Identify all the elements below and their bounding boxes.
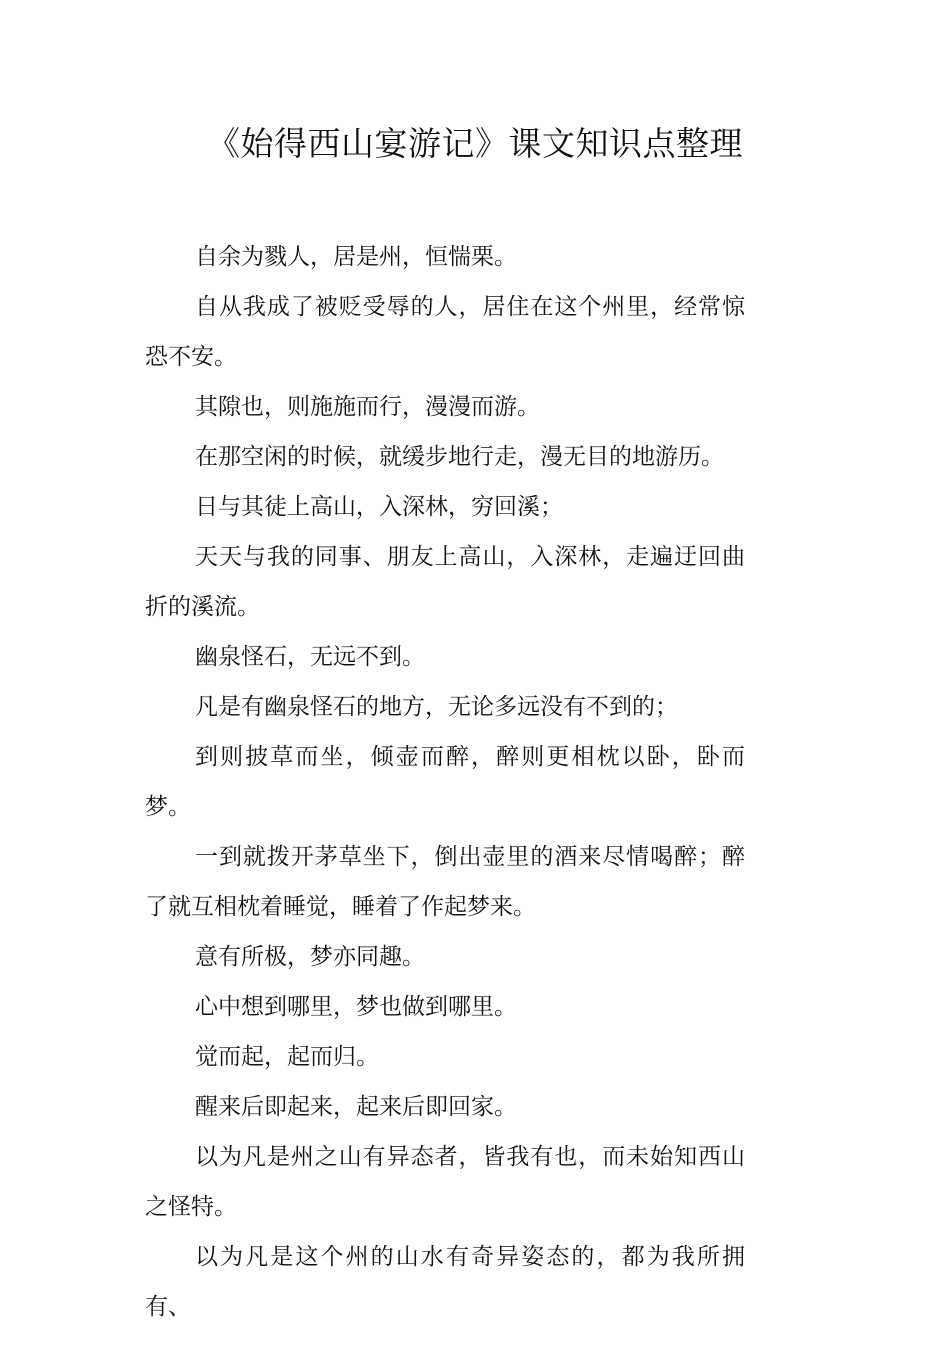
paragraph-translation: 以为凡是这个州的山水有奇异姿态的，都为我所拥有、 [145,1244,745,1320]
paragraph-translation: 天天与我的同事、朋友上高山，入深林，走遍迂回曲折的溪流。 [145,544,745,620]
paragraph-translation: 自从我成了被贬受辱的人，居住在这个州里，经常惊恐不安。 [145,294,745,370]
document-title: 《始得西山宴游记》课文知识点整理 [207,124,743,163]
paragraph-original: 以为凡是州之山有异态者，皆我有也，而未始知西山之怪特。 [145,1144,745,1220]
paragraph-translation: 凡是有幽泉怪石的地方，无论多远没有不到的； [195,694,678,720]
paragraph-original: 到则披草而坐，倾壶而醉，醉则更相枕以卧，卧而梦。 [145,744,745,820]
paragraph-original: 日与其徒上高山，入深林，穷回溪； [195,494,563,520]
paragraph-translation: 一到就拨开茅草坐下，倒出壶里的酒来尽情喝醉；醉了就互相枕着睡觉，睡着了作起梦来。 [145,844,745,920]
paragraph-translation: 在那空闲的时候，就缓步地行走，漫无目的地游历。 [195,444,724,470]
paragraph-original: 意有所极，梦亦同趣。 [195,944,425,970]
paragraph-original: 其隙也，则施施而行，漫漫而游。 [195,394,540,420]
paragraph-original: 觉而起，起而归。 [195,1044,379,1070]
paragraph-translation: 心中想到哪里，梦也做到哪里。 [195,994,517,1020]
paragraph-original: 幽泉怪石，无远不到。 [195,644,425,670]
document-body [145,232,745,1332]
paragraph-original: 自余为戮人，居是州，恒惴栗。 [195,244,517,270]
paragraph-translation: 醒来后即起来，起来后即回家。 [195,1094,517,1120]
